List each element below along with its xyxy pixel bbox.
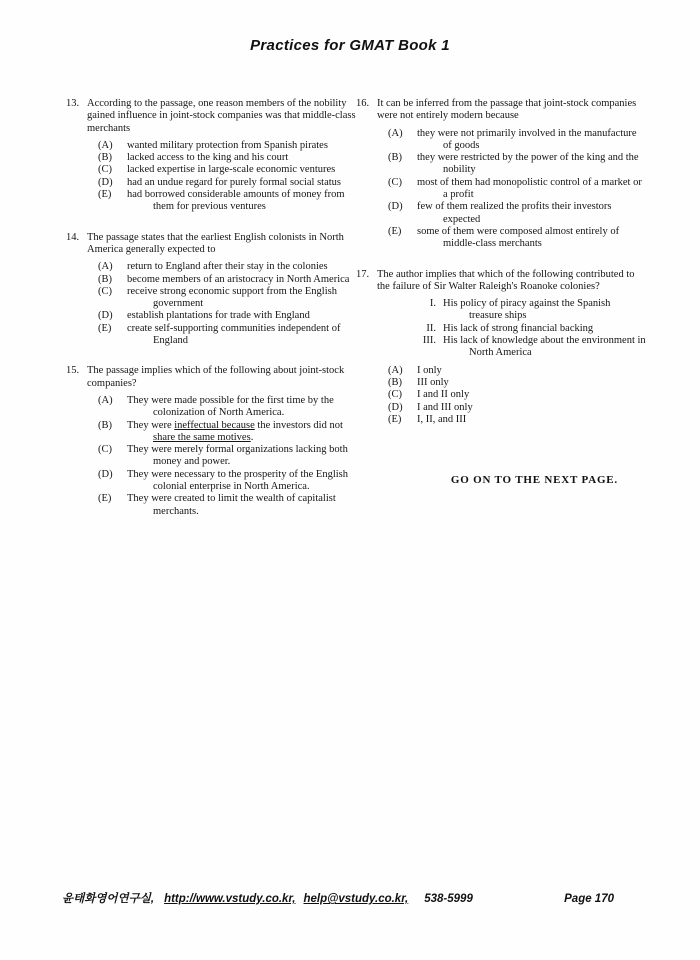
question-number: 15.: [66, 365, 80, 377]
option-label: (A): [388, 364, 403, 376]
option-text: I only: [417, 364, 442, 376]
option-label: (D): [98, 176, 113, 188]
answer-option: [98, 189, 356, 214]
option-text: had borrowed considerable amounts of money from them for previous ventures: [127, 189, 345, 213]
option-label: (D): [388, 401, 403, 413]
option-text: establish plantations for trade with England: [127, 310, 310, 322]
roman-text: His lack of knowledge about the environment in North America: [443, 335, 646, 359]
option-label: (B): [388, 152, 402, 164]
option-label: (A): [98, 394, 113, 406]
question-stem: The author implies that which of the following contributed to the failure of Sir Walter Raleigh's Roanoke colonies?: [377, 268, 635, 292]
answer-options: [388, 298, 646, 426]
option-label: (D): [98, 468, 113, 480]
option-text: [127, 420, 356, 445]
answer-option: [388, 152, 646, 177]
roman-statement: [388, 298, 646, 323]
option-label: (A): [98, 261, 113, 273]
answer-option: [98, 152, 356, 164]
option-text: become members of an aristocracy in North America: [127, 273, 350, 285]
answer-options: [98, 140, 356, 214]
answer-option: [98, 140, 356, 152]
question-number: 14.: [66, 231, 80, 243]
answer-option: [98, 420, 356, 445]
question-stem: It can be inferred from the passage that joint-stock companies were not entirely modern because: [377, 98, 637, 122]
go-on-instruction: GO ON TO THE NEXT PAGE.: [450, 474, 618, 487]
answer-option: [98, 493, 356, 518]
option-text: I and III only: [417, 401, 473, 413]
option-text: They were merely formal organizations lacking both money and power.: [127, 444, 348, 468]
right-column: [356, 98, 646, 486]
option-label: (E): [98, 322, 112, 334]
question-stem: According to the passage, one reason members of the nobility gained influence in joint-stock companies was that middle-class merchants: [87, 98, 356, 134]
option-label: (A): [98, 139, 113, 151]
option-label: (C): [98, 285, 112, 297]
footer-phone-number: 538-5999: [424, 893, 473, 905]
answer-option: [98, 261, 356, 273]
option-label: (A): [388, 127, 403, 139]
option-text: They were made possible for the first time by the colonization of North America.: [127, 394, 334, 419]
roman-label: I.: [429, 298, 436, 310]
roman-text: His policy of piracy against the Spanish treasure ships: [443, 298, 611, 322]
footer-page-number: Page 170: [564, 893, 614, 905]
option-text-part: .: [250, 431, 254, 443]
option-text: I, II, and III: [417, 413, 467, 425]
option-text: return to England after their stay in the colonies: [127, 261, 328, 273]
answer-option: [388, 365, 646, 377]
option-text: they were not primarily involved in the manufacture of goods: [417, 127, 637, 151]
answer-option: [388, 414, 646, 426]
answer-option: [388, 377, 646, 389]
option-label: (E): [98, 189, 112, 201]
roman-statement: [388, 323, 646, 335]
option-label: (B): [388, 376, 402, 388]
answer-option: [98, 323, 356, 348]
option-label: (C): [388, 176, 402, 188]
question-number: 17.: [356, 268, 370, 280]
footer-institute-name: 윤태화영어연구실,: [62, 893, 155, 905]
question-16: [356, 98, 646, 251]
roman-label: III.: [422, 335, 436, 347]
question-14: [66, 232, 356, 348]
option-text: They were necessary to the prosperity of the English colonial enterprise in North America.: [127, 468, 349, 493]
option-text-part: the investors did not: [254, 419, 343, 431]
option-label: (D): [388, 201, 403, 213]
answer-options: [98, 395, 356, 518]
option-text-underlined: share the same motives: [153, 431, 251, 443]
answer-option: [98, 164, 356, 176]
page-title: Practices for GMAT Book 1: [250, 37, 450, 54]
option-text: They were created to limit the wealth of capitalist merchants.: [127, 493, 336, 517]
left-column: [66, 98, 356, 536]
question-15: [66, 365, 356, 518]
option-text: had an undue regard for purely formal social status: [127, 176, 342, 188]
option-text: I and II only: [417, 389, 470, 401]
option-label: (E): [388, 225, 402, 237]
answer-option: [98, 286, 356, 311]
answer-option: [388, 402, 646, 414]
answer-options: [388, 128, 646, 251]
footer: [62, 893, 614, 905]
option-label: (B): [98, 419, 112, 431]
option-label: (C): [98, 164, 112, 176]
answer-options: [98, 261, 356, 347]
answer-option: [388, 128, 646, 153]
option-label: (B): [98, 273, 112, 285]
option-text-underlined: ineffectual because: [174, 419, 255, 431]
option-label: (B): [98, 152, 112, 164]
question-17: [356, 269, 646, 427]
option-label: (D): [98, 310, 113, 322]
option-text: some of them were composed almost entirely of middle-class merchants: [417, 225, 620, 250]
roman-text: His lack of strong financial backing: [443, 322, 594, 334]
question-stem: The passage implies which of the following about joint-stock companies?: [87, 365, 345, 389]
question-13: [66, 98, 356, 214]
answer-option: [388, 201, 646, 226]
roman-statements: [388, 298, 646, 359]
option-label: (C): [98, 444, 112, 456]
question-number: 13.: [66, 98, 80, 109]
option-text: they were restricted by the power of the king and the nobility: [417, 152, 639, 176]
answer-option: [388, 177, 646, 202]
answer-option: [98, 444, 356, 469]
option-text: create self-supporting communities independent of England: [127, 322, 341, 347]
option-label: (E): [98, 493, 112, 505]
answer-option: [98, 274, 356, 286]
answer-option: [388, 226, 646, 251]
option-text: most of them had monopolistic control of a market or a profit: [417, 176, 642, 201]
option-text: III only: [417, 376, 449, 388]
option-label: (E): [388, 413, 402, 425]
option-label: (C): [388, 389, 402, 401]
question-number: 16.: [356, 98, 370, 109]
option-text: few of them realized the profits their investors expected: [417, 201, 612, 225]
roman-label: II.: [426, 322, 436, 334]
option-text: lacked access to the king and his court: [127, 152, 289, 164]
option-text: receive strong economic support from the English government: [127, 285, 337, 310]
answer-option: [98, 177, 356, 189]
roman-statement: [388, 335, 646, 360]
answer-option: [98, 469, 356, 494]
footer-website-url: http://www.vstudy.co.kr,: [164, 893, 296, 905]
answer-option: [98, 310, 356, 322]
footer-email-address: help@vstudy.co.kr,: [303, 893, 409, 905]
option-text: lacked expertise in large-scale economic ventures: [127, 164, 336, 176]
answer-option: [388, 389, 646, 401]
question-stem: The passage states that the earliest English colonists in North America generally expected to: [87, 231, 344, 255]
answer-option: [98, 395, 356, 420]
option-text-part: They were: [127, 419, 175, 431]
option-text: wanted military protection from Spanish pirates: [127, 139, 328, 151]
